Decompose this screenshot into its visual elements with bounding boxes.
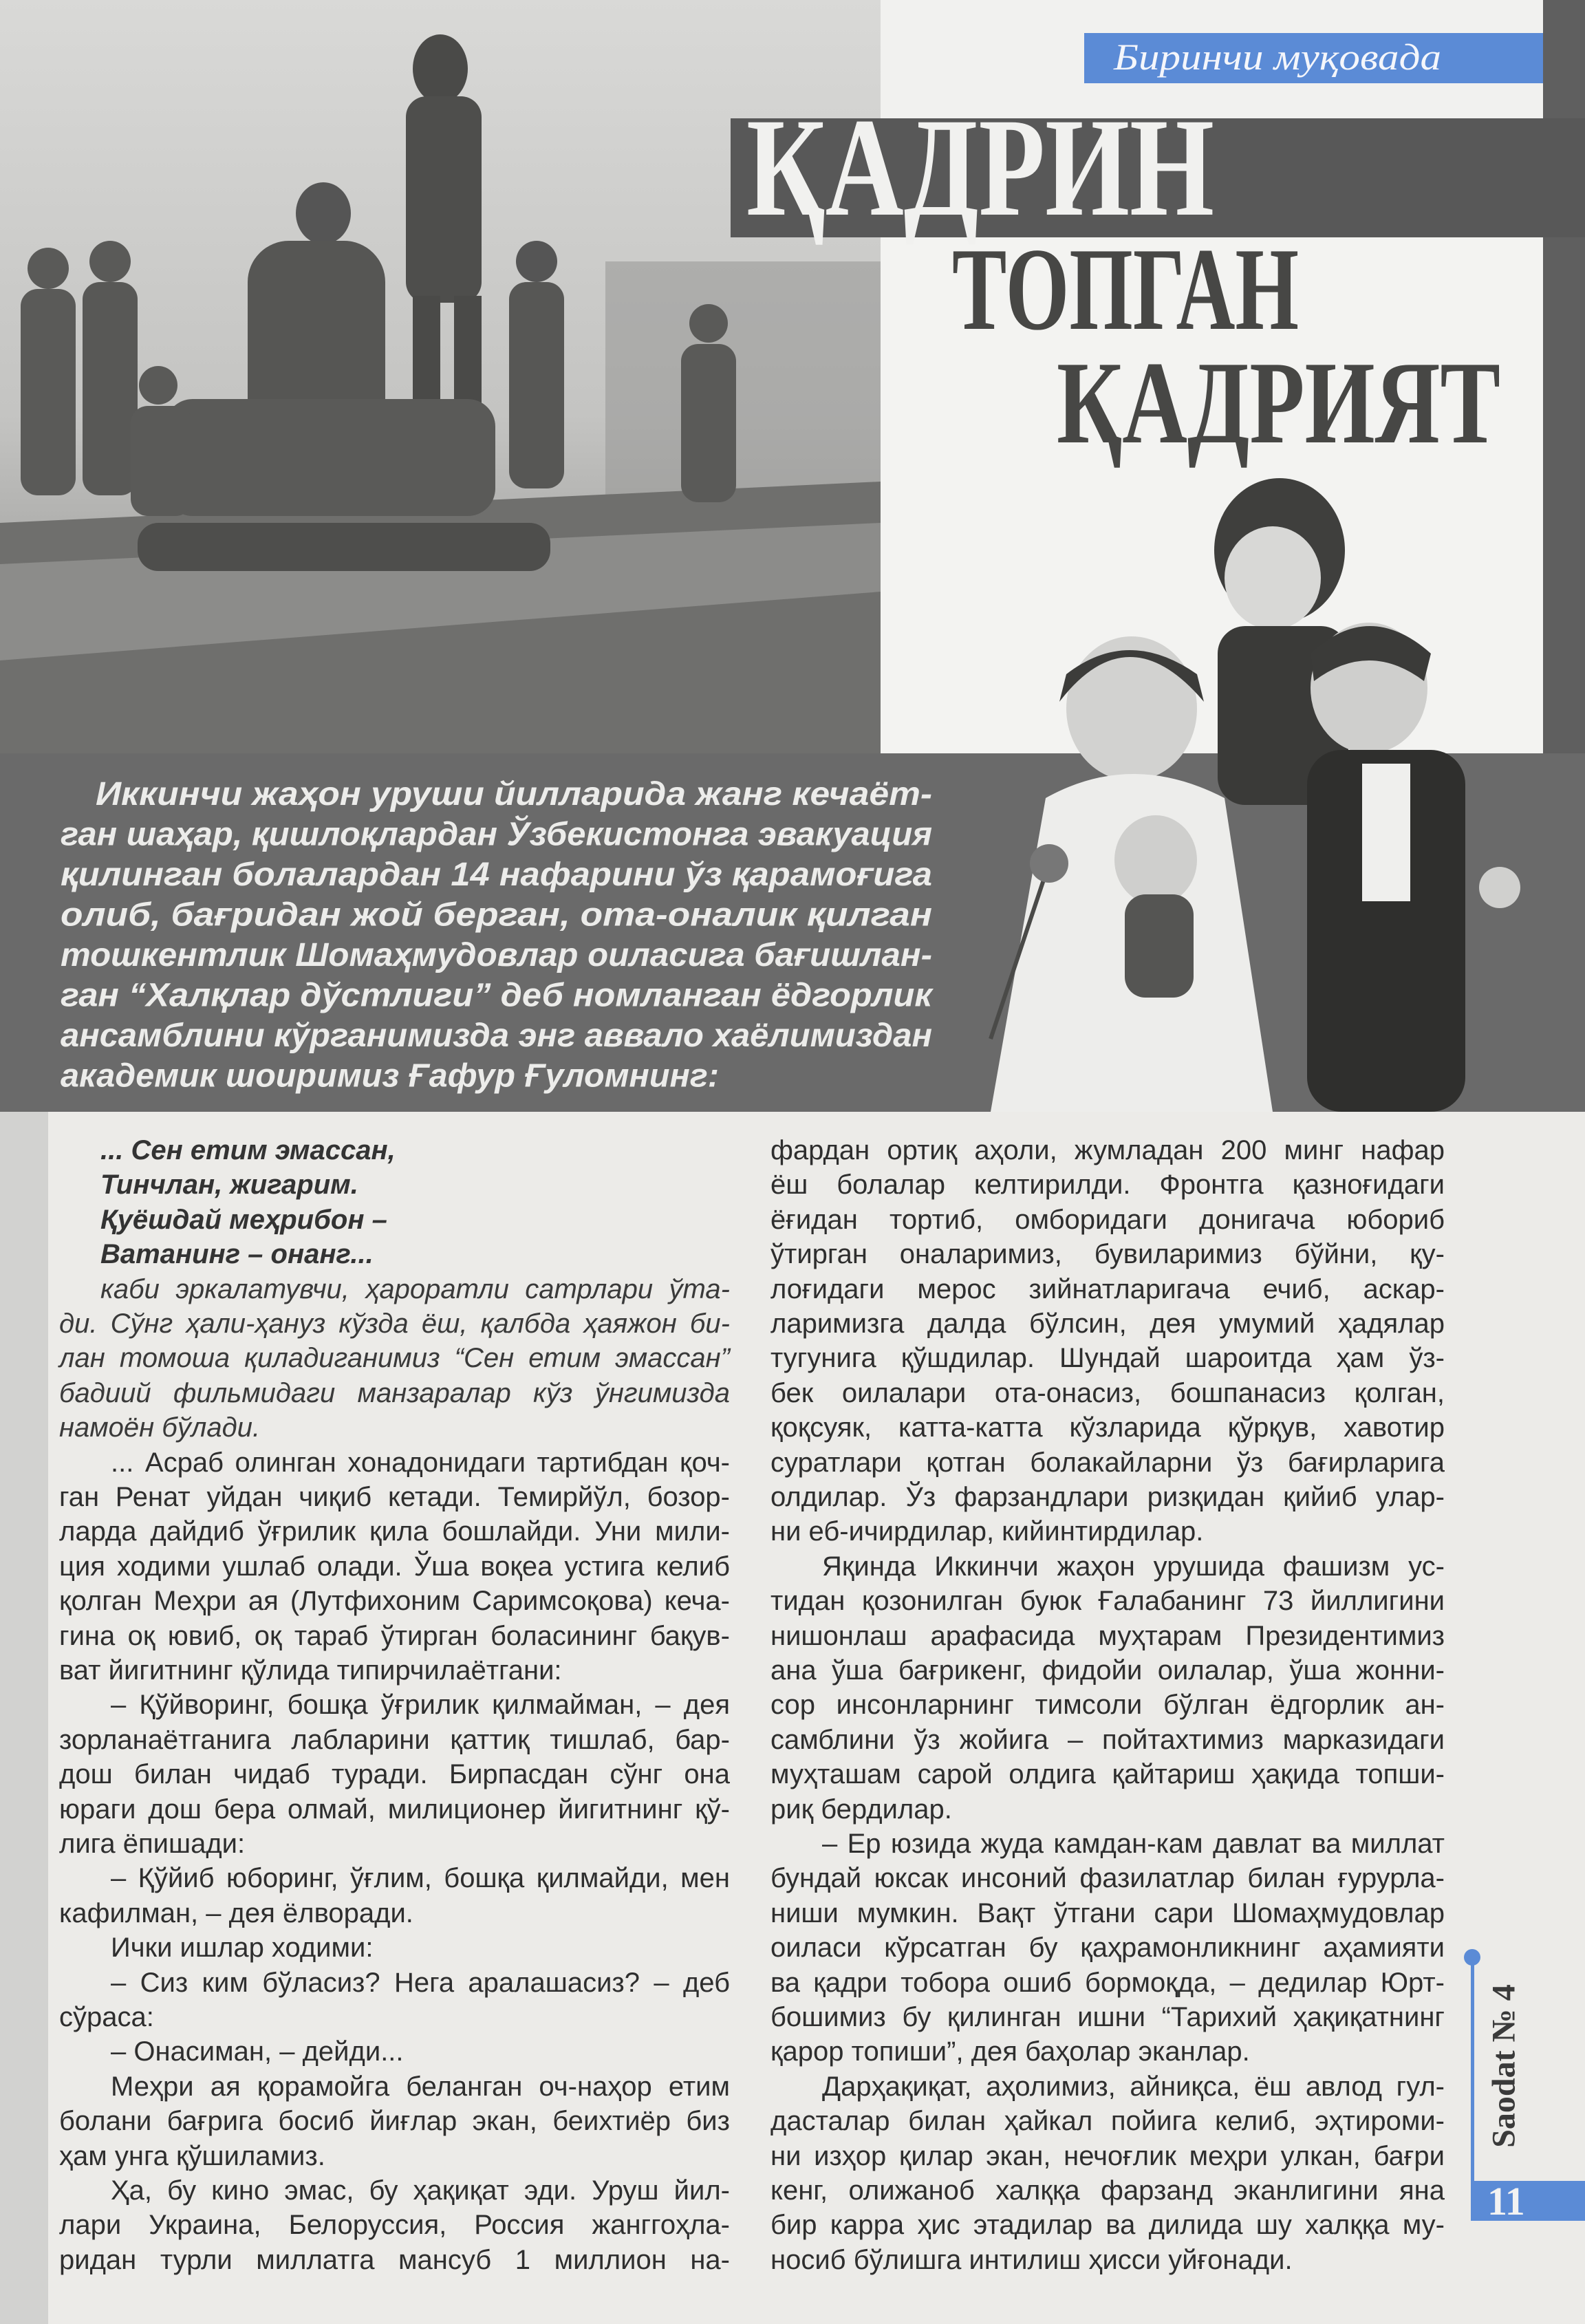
text-line: қолган Меҳри ая (Лутфихоним Саримсоқова) кеча- (59, 1586, 730, 1617)
left-frame (0, 1112, 48, 2324)
text-line: ана ўша бағрикенг, фидойи оилалар, ўша жонни- (770, 1655, 1445, 1686)
text-line: самблини ўз жойига – пойтахтимиз марказидаги (770, 1724, 1445, 1755)
text-line: дасталар билан ҳайкал пойига келиб, эҳтироми- (770, 2106, 1445, 2137)
intro-line: ансамблини кўрганимизда энг аввало хаёлимиздан (61, 1018, 933, 1054)
text-line: Меҳри ая қорамойга беланган оч-наҳор етим (111, 2071, 730, 2102)
text-line: Ҳа, бу кино эмас, бу ҳақиқат эди. Уруш йил- (111, 2175, 730, 2206)
headline (0, 0, 1585, 482)
text-line: гина оқ ювиб, оқ тараб ўтирган боласининг бақув- (59, 1620, 730, 1651)
text-line: – Қўйворинг, бошқа ўғрилик қилмайман, – дея (111, 1690, 730, 1721)
text-line: Тинчлан, жигарим. (100, 1170, 358, 1201)
text-line: ридан турли миллатга мансуб 1 миллион на- (59, 2244, 730, 2275)
text-line: – Онасиман, – дейди... (111, 2036, 404, 2067)
text-line: дош билан чидаб туради. Бирпасдан сўнг она (59, 1759, 730, 1790)
text-line: суратлари қотган болакайларни ўз бағирларига (770, 1447, 1445, 1478)
text-line: ... Асраб олинган хонадонидаги тартибдан қоч- (111, 1447, 730, 1478)
intro-line: қилинган болалардан 14 нафарини ўз қарамоғига (61, 857, 932, 893)
intro-lead (0, 753, 1585, 1112)
text-line: ҳам унга қўшиламиз. (59, 2140, 325, 2171)
text-line: юраги дош бера олмай, милиционер йигитнинг қў- (59, 1794, 730, 1825)
magazine-issue-label: Saodat № 4 (1485, 1984, 1522, 2148)
text-line: бек оилалари ота-онасиз, бошпанасиз қолган, (770, 1377, 1445, 1408)
text-line: тугунига қўшдилар. Шундай шароитда ҳам ўз- (770, 1343, 1445, 1374)
text-line: бадиий фильмидаги манзаралар кўз ўнгимизда (59, 1377, 730, 1408)
text-line: тидан қозонилган буюк Ғалабанинг 73 йиллигини (770, 1586, 1445, 1617)
intro-line: Иккинчи жаҳон уруши йилларида жанг кечаёт- (96, 776, 932, 813)
text-line: ва қадри тобора ошиб бормоқда, – дедилар Юрт- (770, 1967, 1445, 1998)
intro-line: ган шаҳар, қишлоқлардан Ўзбекистонга эвакуация (61, 816, 916, 853)
text-line: фардан ортиқ аҳоли, жумладан 200 минг нафар (770, 1135, 1445, 1165)
text-line: кенг, олижаноб халққа фарзанд эканлигини яна (770, 2175, 1445, 2206)
text-line: – Қўйиб юборинг, ўғлим, бошқа қилмайди, мен (111, 1863, 730, 1894)
headline-line-1: ҚАДРИН (746, 89, 1214, 246)
section-tag-label: Биринчи муқовада (1112, 36, 1441, 78)
text-line: Дарҳақиқат, аҳолимиз, айниқса, ёш авлод гул- (822, 2071, 1445, 2102)
text-line: ган Ренат уйдан чиқиб кетади. Темирйўл, бозор- (59, 1482, 730, 1512)
text-line: ниши мумкин. Вақт ўтгани сари Шомаҳмудовлар (770, 1897, 1445, 1928)
text-line: Ватанинг – онанг... (100, 1239, 374, 1270)
text-line: муҳташам сарой олдига қайтариш ҳақида топши- (770, 1759, 1445, 1790)
text-line: бошимиз бу қилинган ишни “Тарихий ҳақиқатнинг (770, 2002, 1445, 2032)
text-line: нишонлаш арафасида муҳтарам Президентимиз (770, 1620, 1445, 1651)
text-line: Ички ишлар ходими: (111, 1933, 374, 1963)
text-line: кафилман, – дея ёлворади. (59, 1897, 413, 1928)
text-line: Яқинда Иккинчи жаҳон урушида фашизм ус- (822, 1551, 1445, 1582)
text-line: лоғидаги мерос зийнатларигача ечиб, аскар- (770, 1273, 1445, 1304)
text-line: оиласи кўрсатган бу қаҳрамонликнинг аҳамияти (770, 1933, 1445, 1963)
text-line: болани бағрига босиб йиғлар экан, беихтиёр биз (59, 2106, 730, 2137)
text-line: ват йигитнинг қўлида типирчилаётгани: (59, 1655, 562, 1686)
intro-line: академик шоиримиз Ғафур Ғуломнинг: (61, 1057, 719, 1095)
text-line: ди. Сўнг ҳали-ҳануз кўзда ёш, қалбда ҳаяжон би- (59, 1309, 730, 1339)
text-line: ларда дайдиб ўғрилик қила бошлайди. Уни мили- (59, 1516, 730, 1547)
text-line: қоқсуяк, катта-катта кўзларида қўрқув, хавотир (770, 1412, 1445, 1443)
text-line: намоён бўлади. (59, 1412, 261, 1443)
headline-line-3: ҚАДРИЯТ (1057, 338, 1500, 469)
text-line: риқ бердилар. (770, 1794, 952, 1825)
intro-line: олиб, бағридан жой берган, ота-оналик қилган (61, 896, 933, 934)
text-line: ... Сен етим эмассан, (100, 1135, 396, 1165)
text-line: ларимизга далда бўлсин, дея умумий ҳадялар (770, 1309, 1445, 1339)
headline-line-2: ТОПГАН (952, 224, 1299, 355)
text-line: носиб бўлишга интилиш ҳисси уйғонади. (770, 2244, 1293, 2275)
text-line: лига ёпишади: (59, 1829, 246, 1859)
text-line: – Ер юзида жуда камдан-кам давлат ва миллат (822, 1829, 1445, 1859)
text-line: лан томоша қиладиганимиз “Сен етим эмассан” (59, 1343, 730, 1374)
text-line: ни еб-ичирдилар, кийинтирдилар. (770, 1516, 1204, 1547)
text-line: бир карра ҳис этадилар ва дилида шу халққа му- (770, 2210, 1445, 2241)
accent-line (1471, 1957, 1474, 2184)
text-line: – Сиз ким бўласиз? Нега аралашасиз? – деб (111, 1967, 730, 1998)
text-line: қарор топиши”, дея баҳолар эканлар. (770, 2036, 1250, 2067)
text-line: ция ходими ушлаб олади. Ўша воқеа устига келиб (59, 1551, 730, 1582)
text-line: ёш болалар келтирилди. Фронтга қазноғидаги (770, 1170, 1445, 1201)
text-line: сўраса: (59, 2002, 154, 2032)
intro-line: тошкентлик Шомаҳмудовлар оиласига бағишлан- (61, 937, 932, 973)
text-line: олдилар. Ўз фарзандлари ризқидан қийиб улар- (770, 1482, 1445, 1512)
page-number: 11 (1487, 2179, 1525, 2224)
text-line: ёғидан тортиб, омборидаги донигача юбориб (770, 1204, 1445, 1235)
text-line: бундай юксак инсоний фазилатлар билан ғурурла- (770, 1863, 1445, 1894)
text-line: Қуёшдай меҳрибон – (100, 1204, 387, 1235)
intro-line: ган “Халқлар дўстлиги” деб номланган ёдгорлик (61, 977, 934, 1014)
text-line: сор инсонларнинг тимсоли бўлган ёдгорлик ан- (770, 1690, 1445, 1721)
text-line: лари Украина, Белоруссия, Россия жанггоҳла- (59, 2210, 730, 2241)
text-line: ни изҳор қилар экан, нечоғлик меҳри улкан, бағри (770, 2140, 1445, 2171)
text-line: каби эркалатувчи, ҳароратли сатрлари ўта- (100, 1273, 730, 1304)
text-line: ўтирган оналаримиз, бувиларимиз бўйни, қу- (770, 1239, 1445, 1270)
text-line: зорланаётганига лабларини қаттиқ тишлаб, бар- (59, 1724, 730, 1755)
